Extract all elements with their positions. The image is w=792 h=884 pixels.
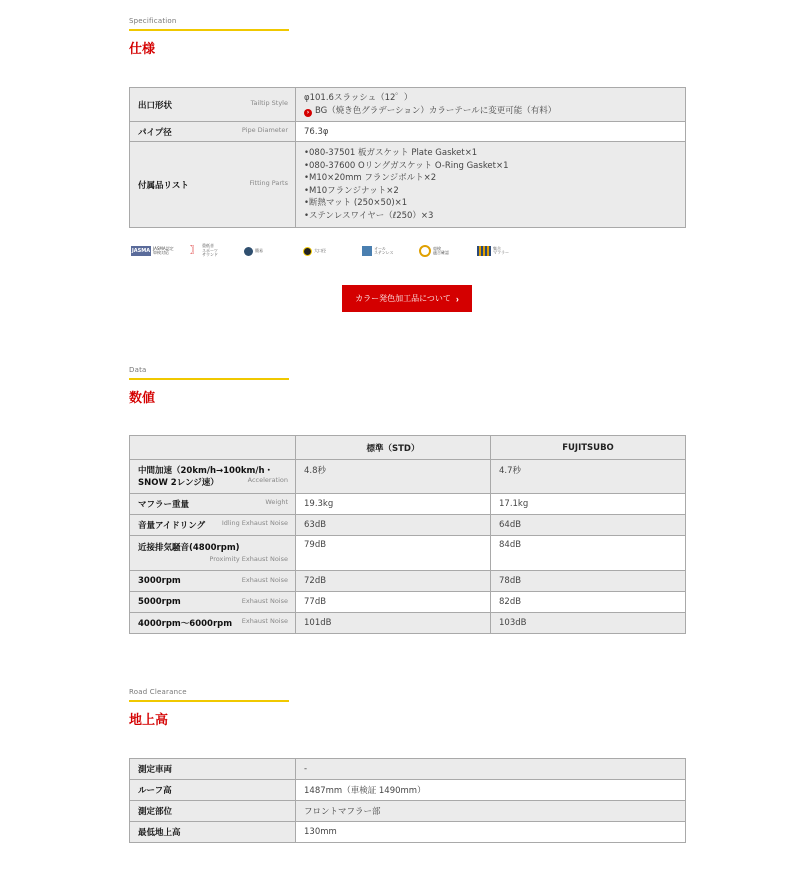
row-label: 出口形状 Tailtip Style (130, 88, 296, 122)
row-label: 付属品リスト Fitting Parts (130, 142, 296, 228)
row-label: 音量アイドリング Idling Exhaust Noise (130, 515, 296, 536)
row-value: 1487mm（車検証 1490mm） (296, 780, 686, 801)
table-row: 4000rpm〜6000rpm Exhaust Noise 101dB 103dB (130, 613, 686, 634)
row-label: ルーフ高 (130, 780, 296, 801)
road-table (129, 758, 686, 843)
spec-section-heading (129, 17, 685, 57)
section-title: 地上高 (129, 713, 169, 728)
table-row: マフラー重量 Weight 19.3kg 17.1kg (130, 494, 686, 515)
row-value: 130mm (296, 822, 686, 843)
section-subtitle: Specification (129, 17, 177, 25)
arrow-circle-icon: › (304, 109, 312, 117)
section-subtitle: Data (129, 366, 147, 374)
spec-table (129, 87, 686, 228)
row-label: 最低地上高 (130, 822, 296, 843)
row-label: 4000rpm〜6000rpm Exhaust Noise (130, 613, 296, 634)
table-row (130, 142, 686, 228)
chevron-right-icon: › (455, 293, 459, 304)
table-row: 音量アイドリング Idling Exhaust Noise 63dB 64dB (130, 515, 686, 536)
data-table (129, 435, 686, 634)
color-processing-button[interactable]: カラー発色加工品について › (342, 285, 472, 312)
table-row: 5000rpm Exhaust Noise 77dB 82dB (130, 592, 686, 613)
table-row (130, 759, 686, 780)
section-title: 仕様 (129, 42, 156, 57)
row-value: •080-37501 板ガスケット Plate Gasket×1 •080-37600 Oリングガスケット O-Ring Gasket×1 •M10×20mm フランジボルト×2 •M10フランジナット×2 •断熱マット (250×50)×1 •ステンレスワイヤー（ℓ250）×3 (296, 142, 686, 228)
row-label: 中間加速（20km/h→100km/h・SNOW 2レンジ速） Acceleration (130, 460, 296, 494)
drop-badge-icon: 簡易 (244, 243, 263, 259)
table-row (130, 122, 686, 142)
table-row (130, 801, 686, 822)
table-row: 3000rpm Exhaust Noise 72dB 78dB (130, 571, 686, 592)
muffler-badge-icon: 集合 マフラー (477, 243, 509, 259)
jasma-badge-icon: JASMA JASMA認定 車検対応 (131, 245, 174, 255)
table-row (130, 822, 686, 843)
gauge-badge-icon: 車検 適合確認 (419, 243, 449, 259)
section-title: 数値 (129, 391, 156, 406)
road-section-heading (129, 688, 685, 728)
row-value: フロントマフラー部 (296, 801, 686, 822)
power-badge-icon: 大口径 (303, 243, 326, 259)
section-divider (129, 700, 289, 702)
table-row (130, 88, 686, 122)
row-value: 76.3φ (296, 122, 686, 142)
row-label: 3000rpm Exhaust Noise (130, 571, 296, 592)
row-value: φ101.6スラッシュ（12゜） › BG（焼き色グラデーション）カラーテールに変更可能（有料） (296, 88, 686, 122)
row-label: 5000rpm Exhaust Noise (130, 592, 296, 613)
row-label: 測定車両 (130, 759, 296, 780)
table-header-row (130, 436, 686, 460)
column-header-fujitsubo: FUJITSUBO (491, 436, 686, 460)
feature-badges (131, 243, 531, 259)
row-label: マフラー重量 Weight (130, 494, 296, 515)
data-section-heading (129, 366, 685, 406)
section-divider (129, 29, 289, 31)
sound-badge-icon: 〗 重低音 スポーツ サウンド (190, 243, 218, 258)
row-label: 近接排気騒音(4800rpm) Proximity Exhaust Noise (130, 536, 296, 571)
row-value: - (296, 759, 686, 780)
table-row: 中間加速（20km/h→100km/h・SNOW 2レンジ速） Acceleration 4.8秒 4.7秒 (130, 460, 686, 494)
row-label: 測定部位 (130, 801, 296, 822)
table-row (130, 780, 686, 801)
table-row: 近接排気騒音(4800rpm) Proximity Exhaust Noise 79dB 84dB (130, 536, 686, 571)
section-divider (129, 378, 289, 380)
column-header-std: 標準（STD） (296, 436, 491, 460)
row-label: パイプ径 Pipe Diameter (130, 122, 296, 142)
section-subtitle: Road Clearance (129, 688, 187, 696)
stainless-badge-icon: オール ステンレス (362, 243, 394, 259)
